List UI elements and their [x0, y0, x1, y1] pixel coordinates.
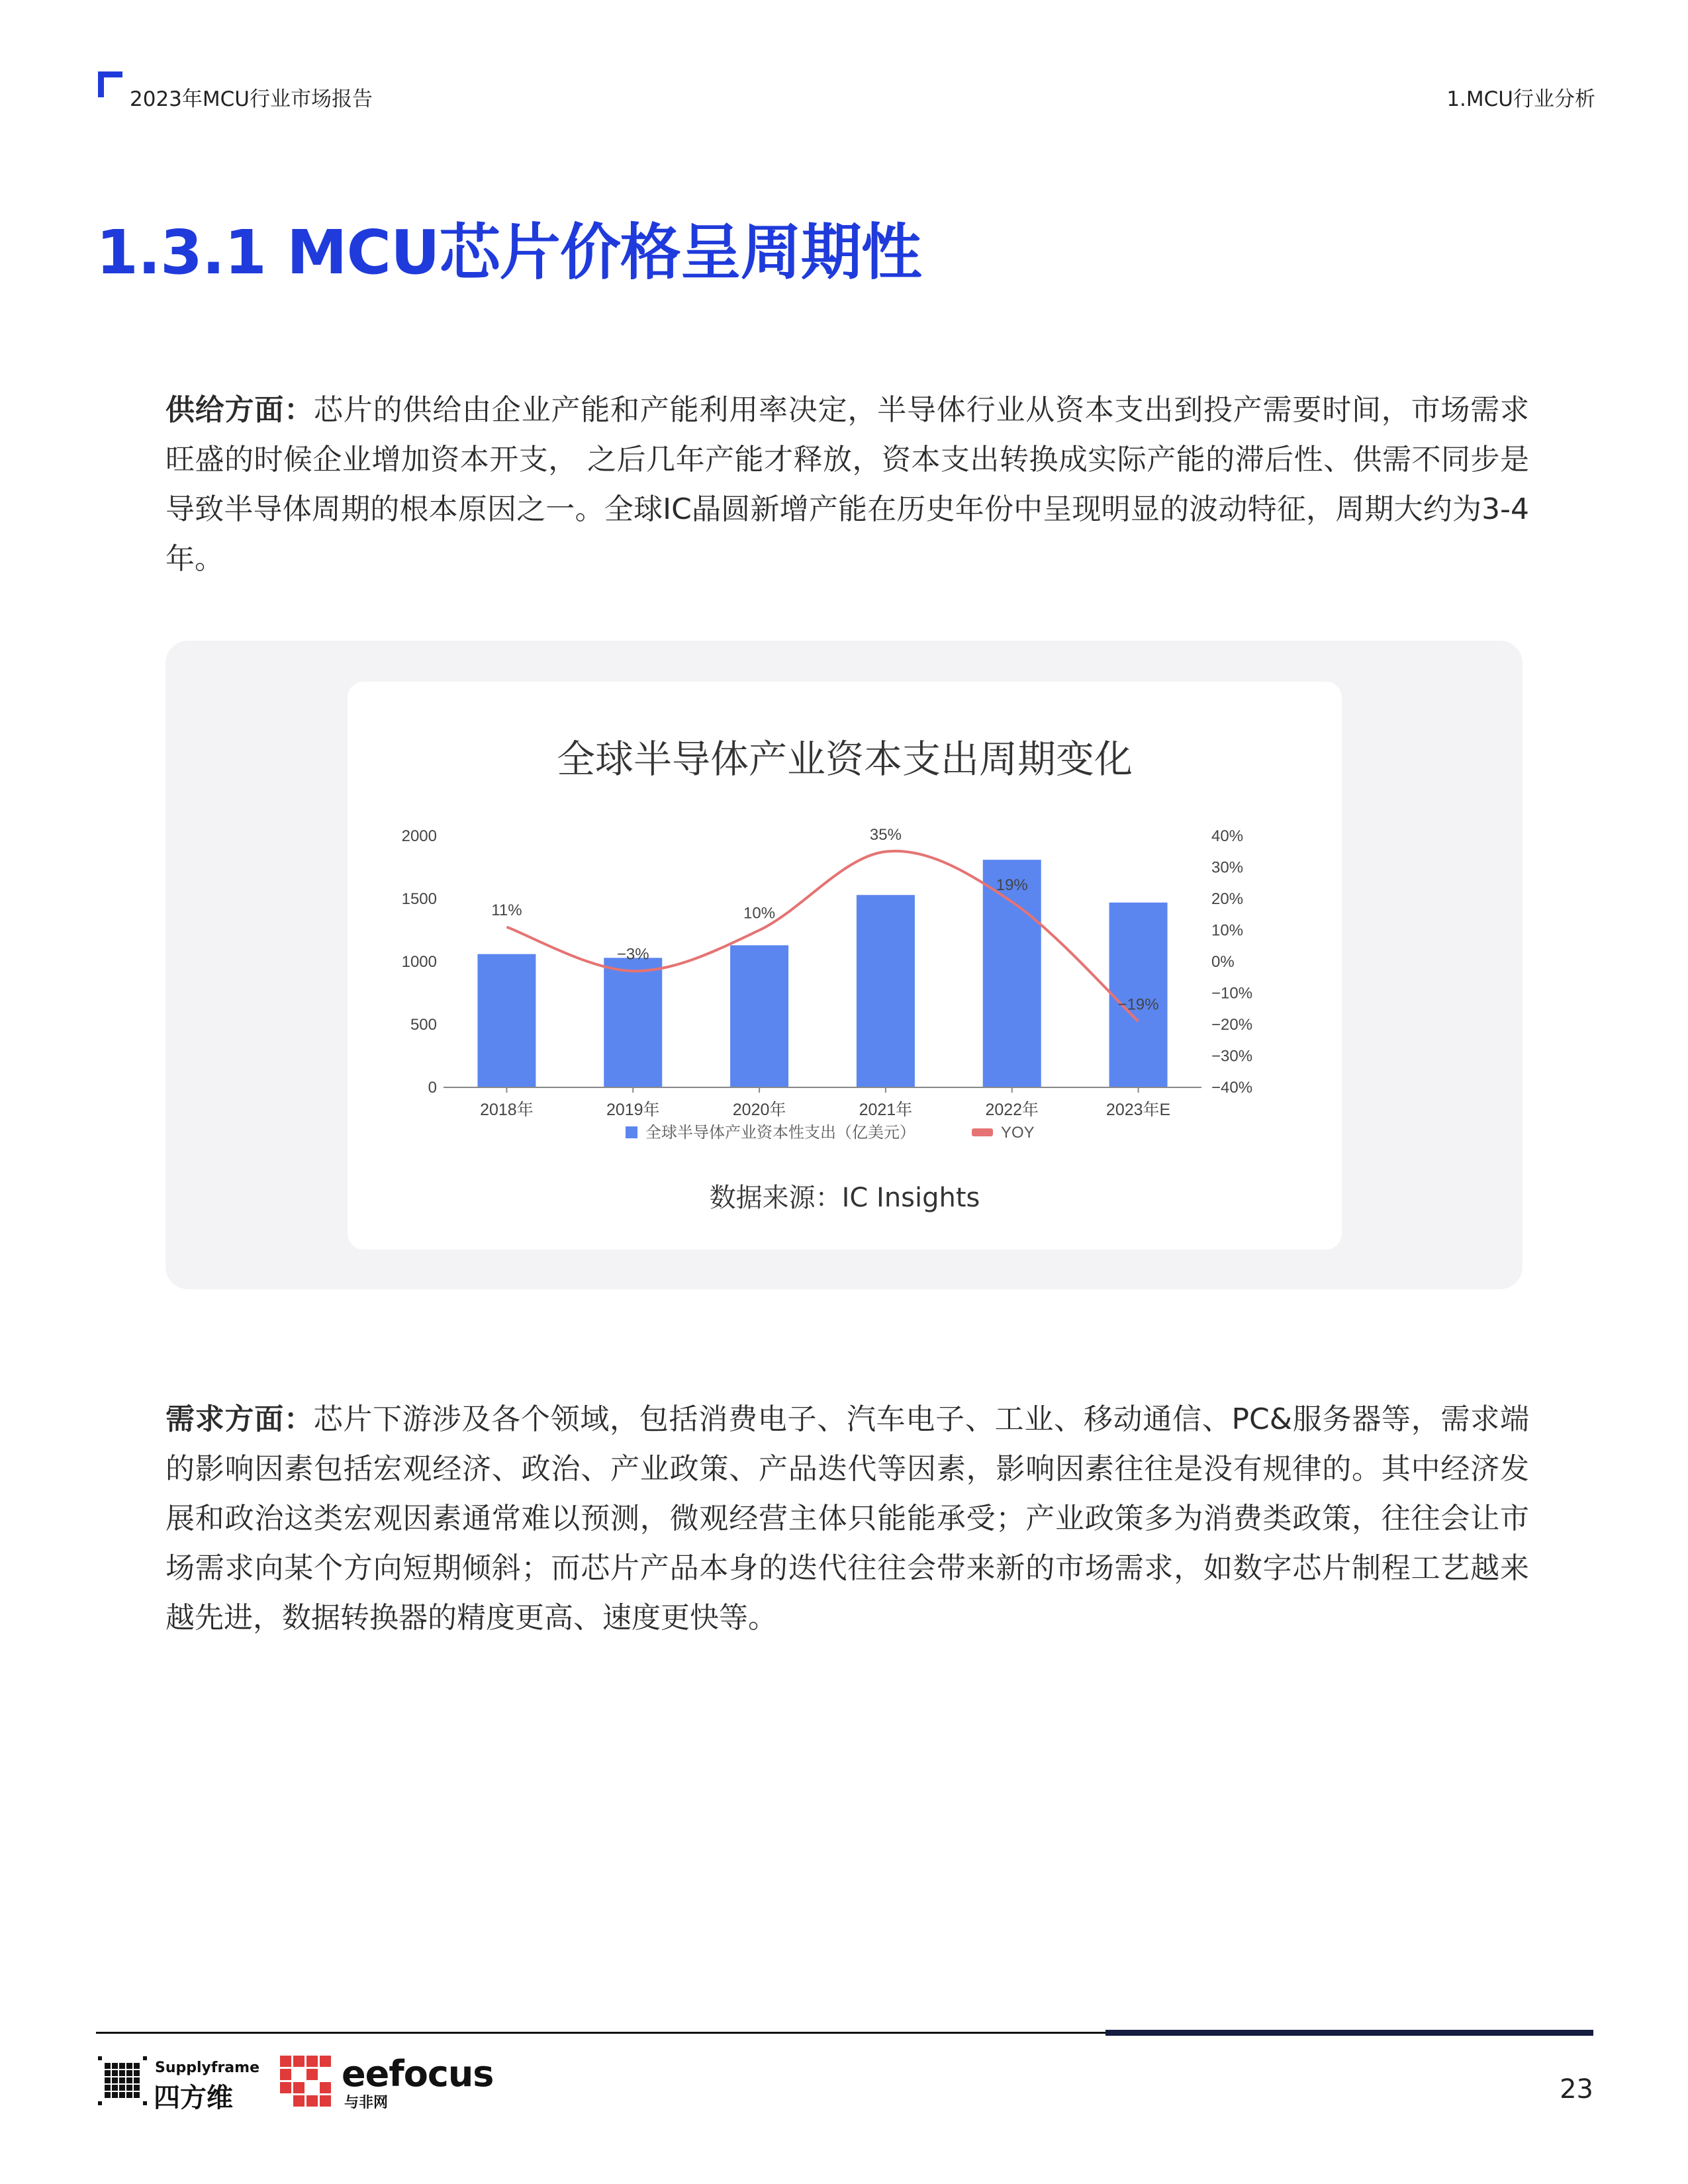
y-left-tick-label: 500 — [410, 1016, 437, 1034]
supply-paragraph — [165, 385, 1529, 584]
header-report-title: 2023年MCU行业市场报告 — [130, 87, 373, 111]
y-right-tick-label: −40% — [1211, 1079, 1253, 1097]
footer-divider-accent — [1105, 2030, 1593, 2036]
x-tick-label: 2020年 — [732, 1101, 786, 1119]
y-right-tick-label: −10% — [1211, 984, 1253, 1003]
x-tick-label: 2018年 — [480, 1101, 534, 1119]
yoy-data-label: 10% — [743, 904, 776, 923]
header-section-name: 1.MCU行业分析 — [1446, 87, 1595, 111]
y-right-tick-label: −30% — [1211, 1047, 1253, 1066]
yoy-data-label: −3% — [616, 945, 649, 964]
y-right-tick-label: 10% — [1211, 921, 1244, 940]
yoy-data-label: 11% — [491, 901, 522, 919]
y-right-tick-label: 20% — [1211, 890, 1244, 908]
y-right-tick-label: 30% — [1211, 858, 1244, 877]
page-number: 23 — [1560, 2074, 1593, 2105]
supplyframe-wordmark: Supplyframe — [155, 2060, 259, 2076]
yoy-data-label: 19% — [996, 876, 1028, 894]
supplyframe-cn-wordmark: 四方维 — [154, 2083, 233, 2113]
supplyframe-logo-icon — [98, 2056, 147, 2105]
capex-bar — [477, 954, 536, 1087]
legend-line-swatch — [972, 1128, 993, 1136]
x-tick-label: 2019年 — [606, 1101, 660, 1119]
chart-panel — [165, 641, 1523, 1289]
capex-bar — [857, 895, 915, 1087]
legend-bar-swatch — [626, 1126, 637, 1138]
y-right-tick-label: 0% — [1211, 953, 1235, 971]
capex-chart — [348, 682, 1342, 1250]
y-left-tick-label: 1000 — [401, 953, 437, 971]
x-tick-label: 2022年 — [985, 1101, 1039, 1119]
yoy-data-label: 35% — [869, 825, 902, 844]
supply-text: 芯片的供给由企业产能和产能利用率决定，半导体行业从资本支出到投产需要时间，市场需求旺盛的时候企业增加资本开支， 之后几年产能才释放，资本支出转换成实际产能的滞后性、供需不同步是导致半导体周期的根本原因之一。全球IC晶圆新增产能在历史年份中呈现明显的波动特征，周期大约为3-4年。 — [165, 393, 1529, 576]
eefocus-logo-icon — [279, 2055, 332, 2108]
supply-lead: 供给方面： — [165, 393, 314, 427]
chart-source: 数据来源：IC Insights — [709, 1183, 980, 1213]
demand-lead: 需求方面： — [165, 1402, 314, 1436]
demand-text: 芯片下游涉及各个领域，包括消费电子、汽车电子、工业、移动通信、PC&服务器等，需求端的影响因素包括宏观经济、政治、产业政策、产品迭代等因素，影响因素往往是没有规律的。其中经济发展和政治这类宏观因素通常难以预测，微观经营主体只能能承受；产业政策多为消费类政策，往往会让市场需求向某个方向短期倾斜；而芯片产品本身的迭代往往会带来新的市场需求，如数字芯片制程工艺越来越先进，数据转换器的精度更高、速度更快等。 — [165, 1402, 1529, 1635]
chart-title: 全球半导体产业资本支出周期变化 — [556, 737, 1133, 782]
y-left-tick-label: 2000 — [401, 827, 437, 845]
capex-bar — [730, 945, 788, 1087]
x-tick-label: 2023年E — [1105, 1101, 1171, 1119]
corner-mark — [98, 71, 122, 97]
y-left-tick-label: 0 — [428, 1079, 437, 1097]
y-right-tick-label: −20% — [1211, 1016, 1253, 1034]
eefocus-cn-wordmark: 与非网 — [344, 2095, 389, 2111]
y-left-tick-label: 1500 — [401, 890, 437, 908]
legend-line-label: YOY — [1001, 1124, 1035, 1142]
chart-card — [348, 682, 1342, 1250]
section-title: 1.3.1 MCU芯片价格呈周期性 — [96, 217, 921, 288]
y-right-tick-label: 40% — [1211, 827, 1244, 845]
yoy-line — [506, 851, 1138, 1021]
eefocus-wordmark: eefocus — [342, 2053, 494, 2095]
demand-paragraph — [165, 1394, 1529, 1643]
legend-bar-label: 全球半导体产业资本性支出（亿美元） — [645, 1124, 915, 1142]
x-tick-label: 2021年 — [859, 1101, 913, 1119]
capex-bar — [604, 958, 662, 1087]
yoy-data-label: −19% — [1117, 995, 1159, 1014]
